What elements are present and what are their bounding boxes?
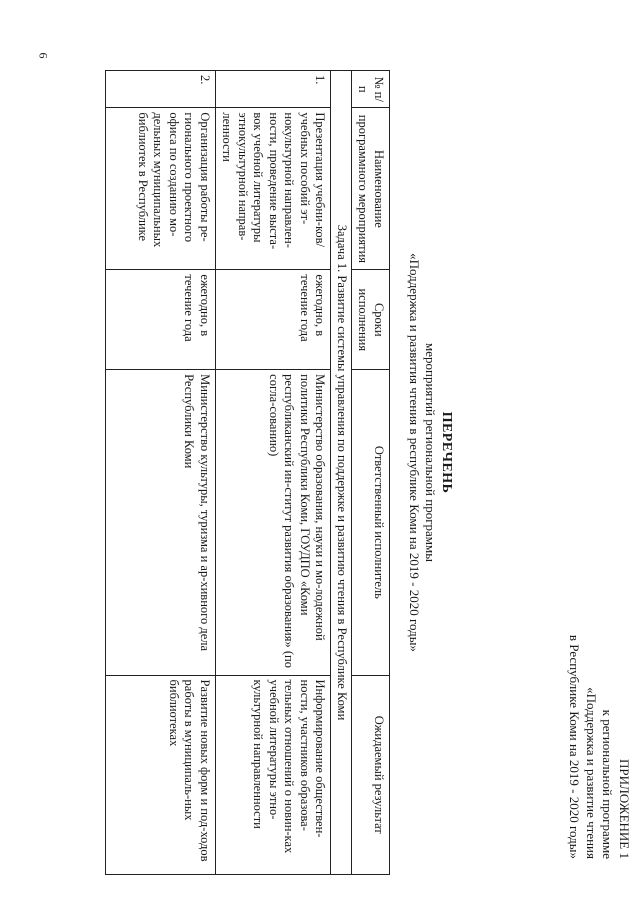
header-num: № п/п	[352, 71, 390, 108]
table-row	[106, 71, 216, 875]
cell-num: 2.	[106, 71, 216, 108]
cell-executor: Министерство образования, науки и мо-лодежной политики Республики Коми, ГОУДПО «Коми республиканский ин-ститут развития образования» (по согла-сованию)	[216, 370, 332, 675]
cell-name: Презентация учебни-ков/учебных пособий эт-нокультурной направлен-ности, проведение выста-вок учебной литературы этнокультурной направ-ленности	[216, 108, 332, 270]
task-1-heading: Задача 1. Развитие системы управления по поддержке и развитию чтения в Республике Коми	[331, 71, 352, 875]
cell-executor: Министерство культуры, туризма и ар-хивного дела Республики Коми	[106, 370, 216, 675]
cell-result: Информирование обществен-ности, участников образова-тельных отношений о новин-ках учебной литературы этно-культурной направленности	[216, 675, 332, 874]
program-name: «Поддержка и развития чтения в республике Коми на 2019 - 2020 годы»	[407, 253, 422, 652]
header-terms: Сроки исполнения	[352, 270, 390, 370]
title-block	[406, 70, 454, 835]
rotated-page-content	[0, 30, 640, 875]
appendix-line-4: в Республике Коми на 2019 - 2020 годы»	[567, 634, 583, 859]
header-result: Ожидаемый результат	[352, 675, 390, 874]
appendix-label: ПРИЛОЖЕНИЕ 1	[617, 759, 632, 859]
appendix-line-2: к региональной программе	[600, 709, 616, 859]
appendix-header	[566, 439, 632, 859]
document-title: ПЕРЕЧЕНЬ	[439, 411, 454, 494]
header-name: Наименование программного мероприятия	[352, 108, 390, 270]
cell-terms: ежегодно, в течение года	[216, 270, 332, 370]
task-row	[331, 71, 352, 875]
page-number: 6	[36, 52, 51, 59]
cell-result: Развитие новых форм и под-ходов работы в муниципаль-ных библиотеках	[106, 675, 216, 874]
appendix-line-3: «Поддержка и развитие чтения	[584, 687, 599, 859]
header-executor: Ответственный исполнитель	[352, 370, 390, 675]
table-header-row	[352, 71, 390, 875]
cell-name: Организация работы ре-гионального проектного офиса по созданию мо-дельных муниципальных библиотек в Республике	[106, 108, 216, 270]
document-subtitle: мероприятий региональной программы	[423, 343, 438, 562]
measures-table-wrap	[105, 70, 390, 875]
table-row	[216, 71, 332, 875]
measures-table	[105, 70, 390, 875]
cell-terms: ежегодно, в течение года	[106, 270, 216, 370]
cell-num: 1.	[216, 71, 332, 108]
